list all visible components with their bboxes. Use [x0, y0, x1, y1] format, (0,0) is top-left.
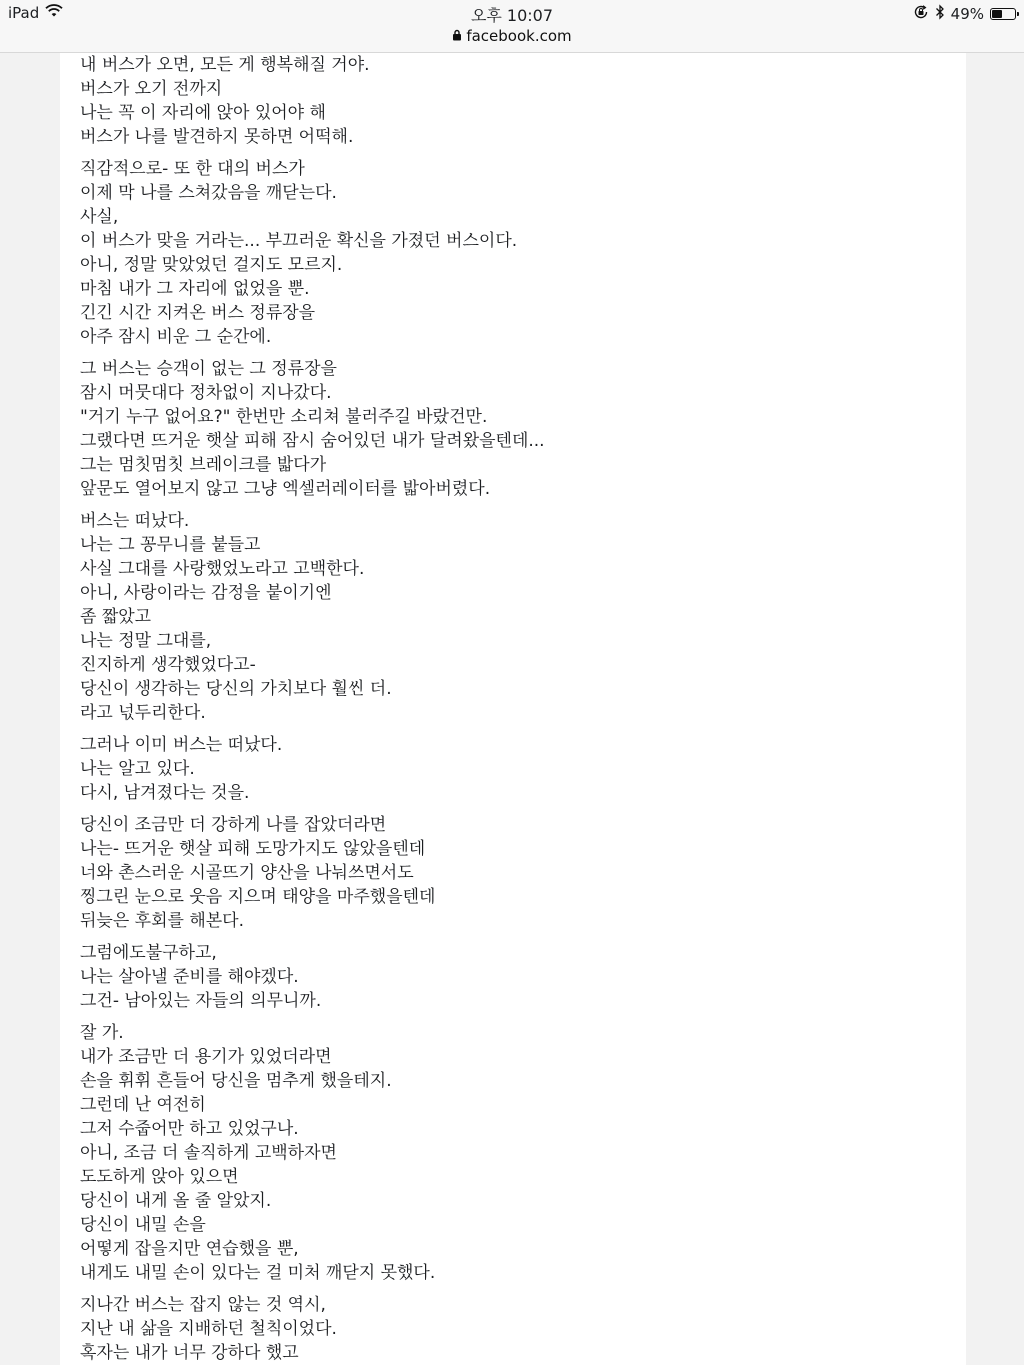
- post-paragraph: [80, 813, 946, 933]
- post-line: 긴긴 시간 지켜온 버스 정류장을: [80, 303, 316, 323]
- post-paragraph: [80, 1021, 946, 1285]
- post-line: 찡그린 눈으로 웃음 지으며 태양을 마주했을텐데: [80, 887, 436, 907]
- device-label: iPad: [8, 4, 40, 22]
- status-bar: [0, 0, 1024, 53]
- bluetooth-icon: [935, 4, 945, 24]
- post-line: 나는 꼭 이 자리에 앉아 있어야 해: [80, 103, 326, 123]
- post-line: 나는 그 꽁무니를 붙들고: [80, 535, 261, 555]
- post-line: 그저 수줍어만 하고 있었구나.: [80, 1119, 299, 1139]
- post-paragraph: [80, 53, 946, 149]
- post-line: 손을 휘휘 흔들어 당신을 멈추게 했을테지.: [80, 1071, 392, 1091]
- page-content: [60, 53, 966, 1365]
- post-line: 마침 내가 그 자리에 없었을 뿐.: [80, 279, 310, 299]
- battery-percentage: 49%: [950, 5, 984, 23]
- post-line: 버스가 나를 발견하지 못하면 어떡해.: [80, 127, 354, 147]
- post-line: 그러나 이미 버스는 떠났다.: [80, 735, 283, 755]
- post-line: 좀 짧았고: [80, 607, 152, 627]
- status-right: [913, 4, 1016, 24]
- post-line: 나는 알고 있다.: [80, 759, 195, 779]
- post-line: 뒤늦은 후회를 해본다.: [80, 911, 245, 931]
- post-line: 아니, 조금 더 솔직하게 고백하자면: [80, 1143, 337, 1163]
- post-paragraph: [80, 1293, 946, 1365]
- post-paragraph: [80, 157, 946, 349]
- post-body: [80, 53, 946, 1365]
- post-line: 이제 막 나를 스쳐갔음을 깨닫는다.: [80, 183, 337, 203]
- post-line: 나는 정말 그대를,: [80, 631, 212, 651]
- post-line: 버스는 떠났다.: [80, 511, 190, 531]
- post-line: 당신이 내게 올 줄 알았지.: [80, 1191, 272, 1211]
- post-line: 그는 멈칫멈칫 브레이크를 밟다가: [80, 455, 327, 475]
- post-line: 너와 촌스러운 시골뜨기 양산을 나눠쓰면서도: [80, 863, 414, 883]
- post-line: 이 버스가 맞을 거라는... 부끄러운 확신을 가졌던 버스이다.: [80, 231, 518, 251]
- post-line: 그 버스는 승객이 없는 그 정류장을: [80, 359, 337, 379]
- post-line: 당신이 조금만 더 강하게 나를 잡았더라면: [80, 815, 387, 835]
- post-paragraph: [80, 733, 946, 805]
- post-line: 도도하게 앉아 있으면: [80, 1167, 239, 1187]
- post-line: 어떻게 잡을지만 연습했을 뿐,: [80, 1239, 299, 1259]
- post-line: 나는- 뜨거운 햇살 피해 도망가지도 않았을텐데: [80, 839, 426, 859]
- post-line: 그랬다면 뜨거운 햇살 피해 잠시 숨어있던 내가 달려왔을텐데...: [80, 431, 545, 451]
- post-line: 그건- 남아있는 자들의 의무니까.: [80, 991, 322, 1011]
- post-line: 잘 가.: [80, 1023, 124, 1043]
- post-line: 아니, 사랑이라는 감정을 붙이기엔: [80, 583, 332, 603]
- post-line: 내게도 내밀 손이 있다는 걸 미처 깨닫지 못했다.: [80, 1263, 436, 1283]
- post-line: 진지하게 생각했었다고-: [80, 655, 256, 675]
- post-line: 내가 조금만 더 용기가 있었더라면: [80, 1047, 332, 1067]
- post-line: 당신이 내밀 손을: [80, 1215, 206, 1235]
- clock: 오후 10:07: [470, 6, 554, 25]
- address-bar[interactable]: [0, 27, 1024, 45]
- battery-icon: [990, 8, 1016, 20]
- post-line: 당신이 생각하는 당신의 가치보다 훨씬 더.: [80, 679, 392, 699]
- post-paragraph: [80, 509, 946, 725]
- post-line: 아주 잠시 비운 그 순간에.: [80, 327, 272, 347]
- post-line: 내 버스가 오면, 모든 게 행복해질 거야.: [80, 55, 370, 75]
- orientation-lock-icon: [913, 4, 929, 24]
- post-line: 사실,: [80, 207, 119, 227]
- post-line: 앞문도 열어보지 않고 그냥 엑셀러레이터를 밟아버렸다.: [80, 479, 491, 499]
- post-line: 버스가 오기 전까지: [80, 79, 223, 99]
- post-paragraph: [80, 941, 946, 1013]
- post-line: 라고 넋두리한다.: [80, 703, 206, 723]
- url-text: facebook.com: [466, 27, 572, 45]
- post-line: 나는 살아낼 준비를 해야겠다.: [80, 967, 299, 987]
- post-line: 사실 그대를 사랑했었노라고 고백한다.: [80, 559, 365, 579]
- post-line: 잠시 머뭇대다 정차없이 지나갔다.: [80, 383, 332, 403]
- post-paragraph: [80, 357, 946, 501]
- post-line: 혹자는 내가 너무 강하다 했고: [80, 1343, 299, 1363]
- post-line: 지난 내 삶을 지배하던 철칙이었다.: [80, 1319, 337, 1339]
- post-line: 직감적으로- 또 한 대의 버스가: [80, 159, 305, 179]
- post-line: 다시, 남겨졌다는 것을.: [80, 783, 250, 803]
- post-line: "거기 누구 없어요?" 한번만 소리쳐 불러주길 바랐건만.: [80, 407, 488, 427]
- post-line: 아니, 정말 맞았었던 걸지도 모르지.: [80, 255, 343, 275]
- post-line: 지나간 버스는 잡지 않는 것 역시,: [80, 1295, 326, 1315]
- post-line: 그럼에도불구하고,: [80, 943, 217, 963]
- post-line: 그런데 난 여전히: [80, 1095, 206, 1115]
- lock-icon: [452, 27, 462, 45]
